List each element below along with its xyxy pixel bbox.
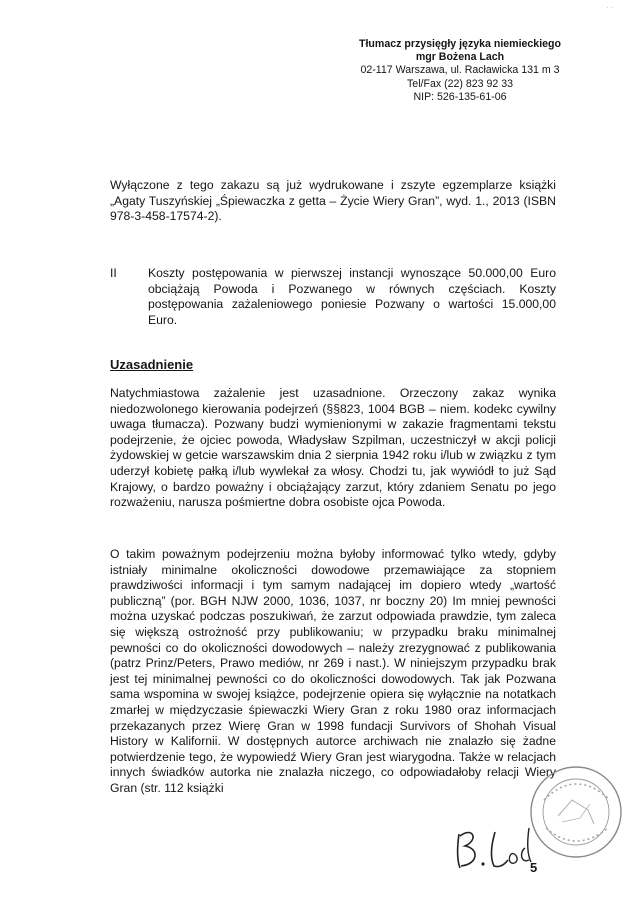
letterhead-title: Tłumacz przysięgły języka niemieckiego (359, 38, 561, 50)
page-number: 5 (530, 860, 538, 875)
justification-paragraph-2: O takim poważnym podejrzeniu można byłoby informować tylko wtedy, gdyby istniały minimalne okoliczności dowodowe przemawiające za stopniem prawdziwości informacji i tym samym nadającej im dopiero wtedy „wartość publiczną” (por. BGH NJW 2000, 1036, 1037, nr boczny 20) Im mniej pewności można uzyskać podczas poszukiwań, że zarzut odpowiada prawdzie, tym zaleca się większą ostrożność przy publikowaniu; w przypadku braku minimalnej pewności co do okoliczności dowodowych – należy zrezygnować z publikowania (patrz Prinz/Peters, Prawo mediów, nr 269 i nast.). W niniejszym przypadku brak jest tej minimalnej pewności co do okoliczności dowodowych. Tak jak Pozwana sama wspomina w swojej książce, podejrzenie opiera się wyłącznie na notatkach zmarłej w międzyczasie śpiewaczki Wiery Gran z roku 1980 oraz informacjach przekazanych przez Wierę Gran w 1998 fundacji Survivors of Shohah Visual History w Kalifornii. W dostępnych autorce archiwach nie znalazło się żadne potwierdzenie tego, że wypowiedź Wiery Gran jest wiarygodna. Także w relacjach innych świadków autorka nie znalazła niczego, co odpowiadałoby relacji Wiery Gran (str. 112 książki (110, 547, 556, 795)
translator-seal-stamp (524, 760, 624, 860)
letterhead-address: 02-117 Warszawa, ul. Racławicka 131 m 3 (360, 64, 560, 77)
translator-letterhead (330, 38, 590, 104)
letterhead-name: mgr Bożena Lach (415, 51, 505, 64)
handwritten-signature (445, 818, 538, 875)
letterhead-nip: NIP: 526-135-61-06 (413, 90, 507, 103)
item-number: II (110, 266, 117, 280)
excluded-copies-paragraph: Wyłączone z tego zakazu są już wydrukowane i zszyte egzemplarze książki „Agaty Tuszyńskiej „Śpiewaczka z getta – Życie Wiery Gran”, wyd. 1., 2013 (ISBN 978-3-458-17574-2). (110, 178, 556, 224)
scan-artifact: · · (606, 3, 614, 12)
letterhead-phone: Tel/Fax (22) 823 92 33 (407, 77, 513, 90)
section-heading: Uzasadnienie (110, 357, 194, 372)
justification-paragraph-1: Natychmiastowa zażalenie jest uzasadnione. Orzeczony zakaz wynika niedozwolonego kierowania podejrzeń (§§823, 1004 BGB – niem. kodekc cywilny uwaga tłumacza). Pozwany budzi wymienionymi w zakazie fragmentami tekstu podejrzenie, że ojciec powoda, Władysław Szpilman, uczestniczył w akcji policji żydowskiej w getcie warszawskim dnia 2 sierpnia 1942 roku i/lub w związku z tym uderzył kobietę pałką i/lub wywlekał za włosy. Chodzi tu, jak wywiódł to już Sąd Krajowy, o bardzo poważny i obciążający zarzut, który zdaniem Senatu po jego rozważeniu, narusza pośmiertne dobra osobiste ojca Powoda. (110, 386, 556, 510)
item-text: Koszty postępowania w pierwszej instancji wynoszące 50.000,00 Euro obciążają Powoda i Pozwanego w równych częściach. Koszty postępowania zażaleniowego poniesie Pozwany o wartości 15.000,00 Euro. (148, 266, 556, 327)
